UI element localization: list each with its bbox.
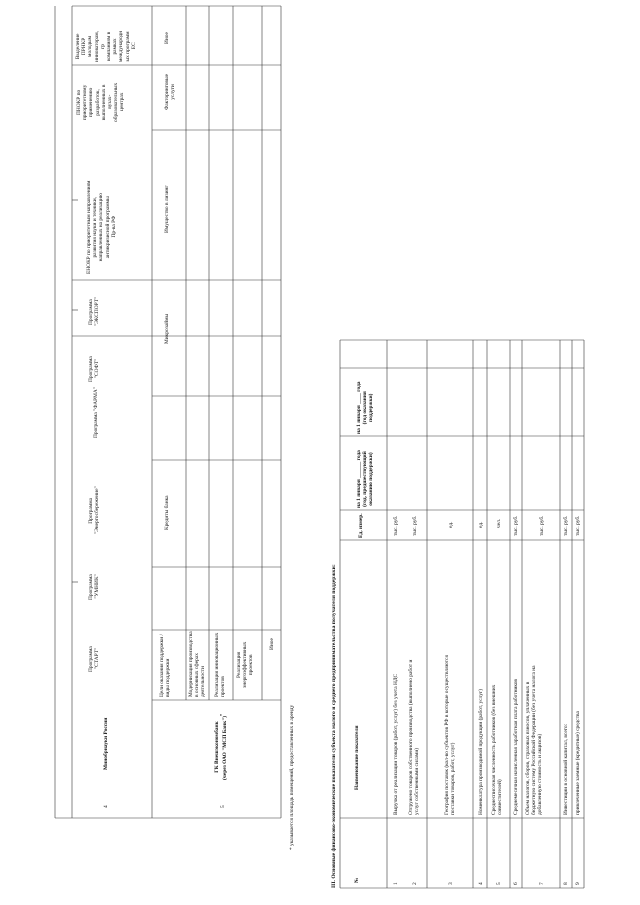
program-prnkr: Выделение ПРНКР молодым инноваторам, гр компаниям в рамках международн ых программ ЕС: [75, 30, 137, 62]
row-1-num: 1: [393, 882, 399, 885]
program-export: Программа "ЭКСПОРТ": [88, 296, 101, 326]
goal-innovation: Реализация инновационных проектов: [214, 632, 227, 697]
program-soft: Программа "СОФТ": [88, 356, 101, 382]
row-9-num: 9: [575, 882, 581, 885]
support-microloans: Микрозаймы: [164, 313, 170, 344]
bottom-table-lines: [340, 340, 584, 888]
header-col2: на 1 января ____ года (год оказания поддержки): [356, 381, 375, 434]
row-4-unit: ед.: [478, 521, 484, 528]
footnote: * указывается площадь помещений, предоставленных в аренду: [289, 704, 295, 850]
support-factoring: Факторинговые услуги: [164, 74, 177, 110]
row-4-name: Номенклатура производимой продукции (работ, услуг): [478, 688, 484, 815]
bank-row-number: 5: [220, 805, 226, 808]
program-energy: Программа "Энергосбережение": [88, 486, 101, 534]
goal-energy: Реализация энергоэффективных проектов: [236, 641, 255, 688]
row-2-num: 2: [412, 882, 418, 885]
row-4-num: 4: [478, 882, 484, 885]
row-8-name: Инвестиции в основной капитал, всего:: [563, 723, 569, 815]
row-1-unit: тыс. руб.: [393, 515, 399, 536]
goal-header: Цели оказания поддержки / виды поддержки: [159, 633, 172, 697]
goal-other: Иное: [269, 638, 275, 650]
row-3-num: 3: [448, 882, 454, 885]
row-9-name: привлеченные заемные (кредитные) средства: [575, 711, 581, 815]
row-3-name: География поставок (кол-во субъектов РФ в которые осуществляются поставки товаров, работ, услуг): [444, 655, 457, 815]
goal-modernization: Модернизация производства в основных сферах деятельности: [188, 631, 207, 697]
row-5-name: Среднесписочная численность работников (без внешних совместителей): [491, 684, 504, 815]
row-3-unit: ед.: [448, 521, 454, 528]
row-7-name: Объем налогов, сборов, страховых взносов, уплаченных в бюджетную систему Российской Федерации (без учета налога на добавленную стоимость и акцизов): [525, 665, 544, 815]
row-8-unit: тыс. руб.: [563, 515, 569, 536]
program-enokr: ЕНОКР по приоритетным направлениям развития науки и техники, направленных на реализацию антикризисной программы Пр-ва РФ: [86, 180, 117, 274]
row-7-unit: тыс. руб.: [539, 515, 545, 536]
program-umnik: Программа "УМНИК": [88, 574, 101, 600]
row-number: 4: [103, 805, 109, 808]
bank-name: ГК Внешэкономбанк (через ОАО "МСП Банк")*: [214, 714, 228, 780]
support-leasing: Имущество в лизинг: [164, 185, 170, 233]
row-1-name: Выручка от реализации товаров (работ, услуг) без учета НДС: [393, 673, 399, 815]
header-col1: на 1 января ______ года (год, предшествующий оказанию поддержки): [356, 450, 375, 508]
row-6-unit: тыс. руб.: [513, 515, 519, 536]
program-pnokr: ПНОКР по приоритетному применению разработок, выполненных в вузах- образовательных центрах: [76, 82, 126, 122]
row-9-unit: тыс. руб.: [575, 515, 581, 536]
row-5-unit: чел.: [496, 518, 502, 528]
header-num: №: [354, 877, 360, 883]
row-6-num: 6: [513, 882, 519, 885]
row-6-name: Среднемесячная начисленная заработная плата работников: [513, 679, 519, 815]
program-farma: Программа "ФАРМА": [93, 386, 99, 438]
support-other: Иное: [164, 32, 170, 44]
header-name: Наименование показателя: [354, 725, 360, 790]
row-5-num: 5: [496, 882, 502, 885]
ministry-name: Минобрнауки России: [103, 717, 109, 770]
footnote-marker: *: [219, 714, 225, 716]
section-three-title: III. Основные финансово-экономические показатели субъекта малого и среднего предпринимательства получателя поддержки:: [331, 564, 337, 888]
program-start: Программа "СТАРТ": [88, 646, 101, 672]
header-unit: Ед. измер.: [358, 513, 364, 538]
support-credit: Кредиты банка: [164, 495, 170, 530]
row-2-name: Отгружено товаров собственного производства (выполнено работ и услуг собственными силами): [408, 659, 421, 815]
row-7-num: 7: [539, 882, 545, 885]
row-8-num: 8: [563, 882, 569, 885]
row-2-unit: тыс. руб.: [412, 515, 418, 536]
